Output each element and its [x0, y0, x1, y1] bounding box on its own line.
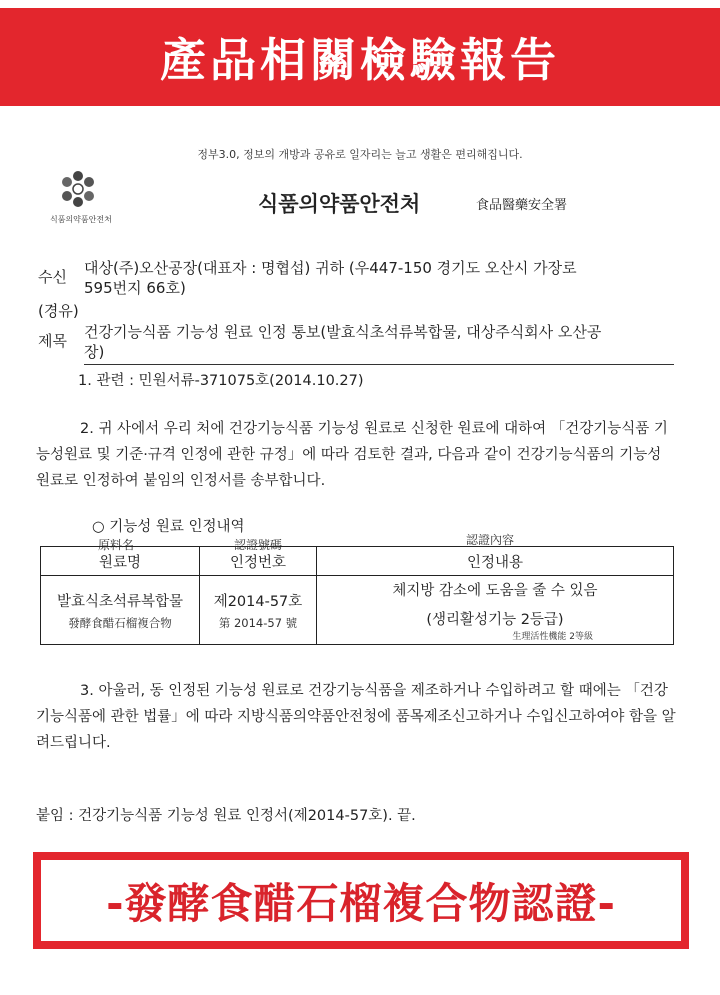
material-name: 발효식초석류복합물 — [56, 593, 184, 610]
col-header-number: 인정번호 — [200, 547, 317, 576]
paragraph-1: 1. 관련 : 민원서류-371075호(2014.10.27) — [78, 373, 364, 389]
paragraph-3: 3. 아울러, 동 인정된 기능성 원료로 건강기능식품을 제조하거나 수입하려고 할 때에는 「건강기능식품에 관한 법률」에 따라 지방식품의약품안전청에 품목제조신고하거나 수입신고하여야 함을 알려드립니다. — [36, 683, 676, 751]
agency-logo — [50, 168, 112, 228]
certification-number-hanja: 第 2014-57 號 — [218, 615, 298, 630]
col-header-material: 원료명 — [41, 547, 200, 576]
content-line-2: (생리활성기능 2등급) — [426, 611, 564, 628]
cell-material — [41, 576, 200, 645]
annot-number: 認證號碼 — [234, 538, 283, 552]
agency-name: 식품의약품안전처 — [258, 192, 421, 216]
via-label: (경유) — [38, 302, 79, 320]
cell-number — [200, 576, 317, 645]
subject-label: 제목 — [38, 332, 67, 350]
subject-line-1: 건강기능식품 기능성 원료 인정 통보(발효식초석류복합물, 대상주식회사 오산공 — [84, 323, 602, 341]
attachment-line: 붙임 : 건강기능식품 기능성 원료 인정서(제2014-57호). 끝. — [36, 808, 416, 824]
annot-material: 原料名 — [98, 538, 135, 552]
col-header-content: 인정내용 — [317, 547, 674, 576]
certification-number: 제2014-57호 — [213, 593, 303, 610]
table-row — [41, 576, 674, 645]
paragraph-2: 2. 귀 사에서 우리 처에 건강기능식품 기능성 원료로 신청한 원료에 대하여 「건강기능식품 기능성원료 및 기준·규격 인정에 관한 규정」에 따라 검토한 결과, 다음과 같이 건강기능식품의 기능성 원료로 인정하여 붙임의 인정서를 송부합니다. — [36, 421, 668, 489]
annot-content: 認證內容 — [466, 533, 515, 547]
content-hanja: 生理活性機能 2等級 — [512, 631, 593, 642]
recipient-label: 수신 — [38, 268, 67, 286]
banner-title: 產品相關檢驗報告 — [160, 33, 560, 87]
government-slogan: 정부3.0, 정보의 개방과 공유로 일자리는 늘고 생활은 편리해집니다. — [197, 148, 523, 161]
list-heading: ○ 기능성 원료 인정내역 — [92, 519, 245, 535]
cell-content — [317, 576, 674, 645]
certification-table — [40, 546, 674, 645]
header-banner — [0, 8, 720, 106]
logo-caption: 식품의약품안전처 — [50, 215, 112, 224]
subject-line-2: 장) — [84, 343, 105, 361]
mfds-logo-icon — [57, 168, 99, 210]
recipient-line-1: 대상(주)오산공장(대표자 : 명협섭) 귀하 (우447-150 경기도 오산시 가장로 — [84, 259, 577, 277]
material-name-hanja: 發酵食醋石榴複合物 — [68, 615, 172, 630]
footer-inner — [41, 860, 681, 941]
header-divider — [84, 364, 674, 365]
footer-banner — [33, 852, 689, 949]
agency-name-hanja: 食品醫藥安全署 — [476, 198, 568, 213]
content-line-1: 체지방 감소에 도움을 줄 수 있음 — [392, 582, 598, 599]
recipient-line-2: 595번지 66호) — [84, 279, 186, 297]
table-header-row — [41, 547, 674, 576]
footer-title: -發酵食醋石榴複合物認證- — [106, 878, 616, 928]
